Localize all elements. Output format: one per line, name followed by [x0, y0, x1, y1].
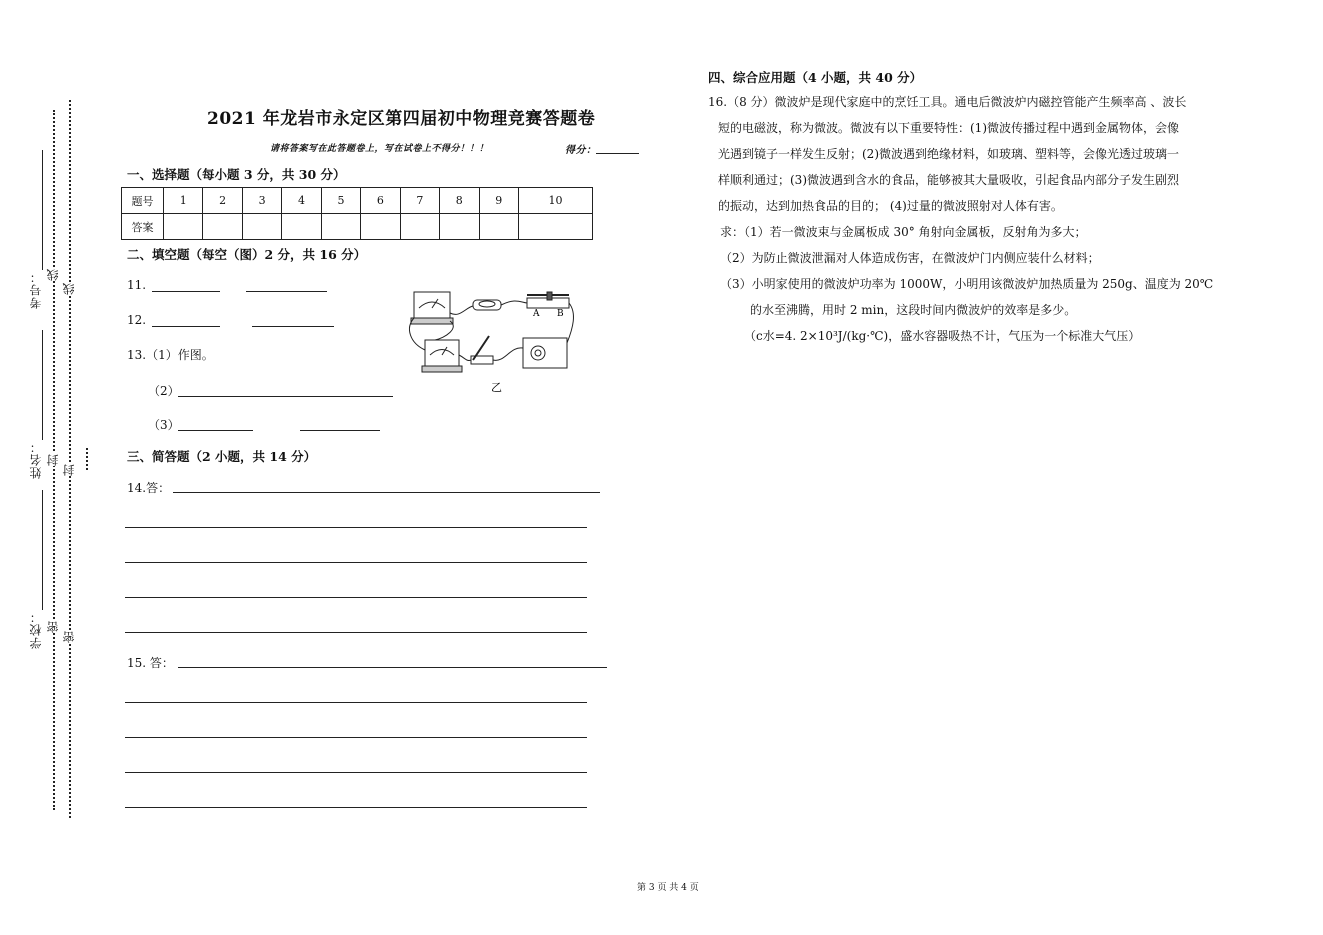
q13-3-blank-2[interactable] — [300, 430, 380, 431]
q14-line-2[interactable] — [125, 527, 587, 528]
q11-blank-1[interactable] — [152, 291, 220, 292]
answer-cell[interactable] — [518, 214, 592, 240]
figure-terminal-b: B — [557, 309, 564, 319]
seal-xian-1: 线 — [46, 268, 60, 281]
answer-cell[interactable] — [321, 214, 360, 240]
q16-line: 样顺利通过；(3)微波遇到含水的食品，能够被其大量吸收，引起食品内部分子发生剧烈 — [718, 173, 1180, 187]
q12-label: 12. — [127, 313, 147, 327]
exam-no-line — [42, 150, 43, 270]
figure-terminal-a: A — [533, 309, 540, 319]
grid-number: 3 — [242, 188, 281, 214]
seal-feng-2: 封 — [62, 463, 76, 476]
q13-label: 13.（1）作图。 — [127, 348, 214, 362]
grid-number: 1 — [164, 188, 203, 214]
grid-number: 10 — [518, 188, 592, 214]
seal-xian-2: 线 — [62, 282, 76, 295]
seal-feng-1: 封 — [46, 453, 60, 466]
q16-ask-3-const: （c水=4. 2×10³J/(kg·℃)，盛水容器吸热不计，气压为一个标准大气压） — [744, 329, 1141, 343]
q12-blank-2[interactable] — [252, 326, 334, 327]
grid-answer-row — [122, 214, 593, 240]
section2-heading: 二、填空题（每空（图）2 分，共 16 分） — [127, 247, 367, 262]
q16-line: 短的电磁波，称为微波。微波有以下重要特性：(1)微波传播过程中遇到金属物体，会像 — [718, 121, 1180, 135]
q16-ask-3: （3）小明家使用的微波炉功率为 1000W，小明用该微波炉加热质量为 250g、温度为 20℃ — [720, 277, 1214, 291]
q11-label: 11. — [127, 278, 147, 292]
grid-number: 7 — [400, 188, 439, 214]
q13-3-blank-1[interactable] — [178, 430, 253, 431]
binding-dotted-short — [86, 448, 88, 470]
q15-line-1[interactable] — [178, 667, 607, 668]
q16-ask-2: （2）为防止微波泄漏对人体造成伤害，在微波炉门内侧应装什么材料； — [720, 251, 1100, 265]
section1-heading: 一、选择题（每小题 3 分，共 30 分） — [127, 167, 346, 182]
q15-line-2[interactable] — [125, 702, 587, 703]
q12-blank-1[interactable] — [152, 326, 220, 327]
q11-blank-2[interactable] — [246, 291, 327, 292]
section4-heading: 四、综合应用题（4 小题，共 40 分） — [708, 70, 923, 85]
grid-row2-label: 答案 — [122, 214, 164, 240]
exam-no-label: 考号： — [29, 270, 43, 309]
grid-number: 6 — [361, 188, 400, 214]
school-label: 学校： — [29, 610, 43, 649]
answer-cell[interactable] — [361, 214, 400, 240]
seal-mi-2: 密 — [62, 630, 76, 643]
answer-cell[interactable] — [282, 214, 321, 240]
q15-label: 15. 答： — [127, 656, 174, 670]
grid-row1-label: 题号 — [122, 188, 164, 214]
q14-line-4[interactable] — [125, 597, 587, 598]
grid-number: 2 — [203, 188, 242, 214]
score-label: 得分： — [565, 145, 597, 156]
q16-line: 光遇到镜子一样发生反射；(2)微波遇到绝缘材料，如玻璃、塑料等，会像光透过玻璃一 — [718, 147, 1180, 161]
q14-label: 14.答： — [127, 481, 171, 495]
name-label: 姓名： — [29, 440, 43, 479]
answer-grid — [121, 187, 593, 240]
grid-number: 5 — [321, 188, 360, 214]
q16-line: 16.（8 分）微波炉是现代家庭中的烹饪工具。通电后微波炉内磁控管能产生频率高 、波长 — [708, 95, 1187, 109]
q16-body — [708, 89, 1228, 349]
q13-2-blank[interactable] — [178, 396, 393, 397]
answer-cell[interactable] — [164, 214, 203, 240]
grid-number: 4 — [282, 188, 321, 214]
q16-line: 的振动，达到加热食品的目的； (4)过量的微波照射对人体有害。 — [718, 199, 1063, 213]
circuit-figure — [405, 288, 580, 393]
seal-mi-1: 密 — [46, 620, 60, 633]
q14-line-3[interactable] — [125, 562, 587, 563]
binding-dotted-line-inner — [69, 100, 71, 818]
q14-line-5[interactable] — [125, 632, 587, 633]
answer-cell[interactable] — [203, 214, 242, 240]
page-title: 2021 年龙岩市永定区第四届初中物理竞赛答题卷 — [207, 109, 596, 129]
q16-ask-1: 求：（1）若一微波束与金属板成 30° 角射向金属板，反射角为多大； — [720, 225, 1087, 239]
q15-line-4[interactable] — [125, 772, 587, 773]
instruction-note: 请将答案写在此答题卷上，写在试卷上不得分！！！ — [270, 144, 489, 154]
section3-heading: 三、简答题（2 小题，共 14 分） — [127, 449, 317, 464]
figure-label: 乙 — [491, 381, 502, 393]
grid-number: 8 — [440, 188, 479, 214]
answer-cell[interactable] — [440, 214, 479, 240]
score-blank[interactable] — [596, 153, 639, 154]
q13-2-label: （2） — [148, 384, 180, 398]
answer-cell[interactable] — [400, 214, 439, 240]
answer-cell[interactable] — [479, 214, 518, 240]
q13-3-label: （3） — [148, 418, 180, 432]
answer-cell[interactable] — [242, 214, 281, 240]
grid-number: 9 — [479, 188, 518, 214]
q15-line-3[interactable] — [125, 737, 587, 738]
school-line — [42, 490, 43, 610]
page-number: 第 3 页 共 4 页 — [637, 883, 699, 893]
grid-number-row — [122, 188, 593, 214]
q14-line-1[interactable] — [173, 492, 600, 493]
q16-ask-3-cont: 的水至沸腾，用时 2 min，这段时间内微波炉的效率是多少。 — [750, 303, 1077, 317]
name-line — [42, 330, 43, 440]
q15-line-5[interactable] — [125, 807, 587, 808]
